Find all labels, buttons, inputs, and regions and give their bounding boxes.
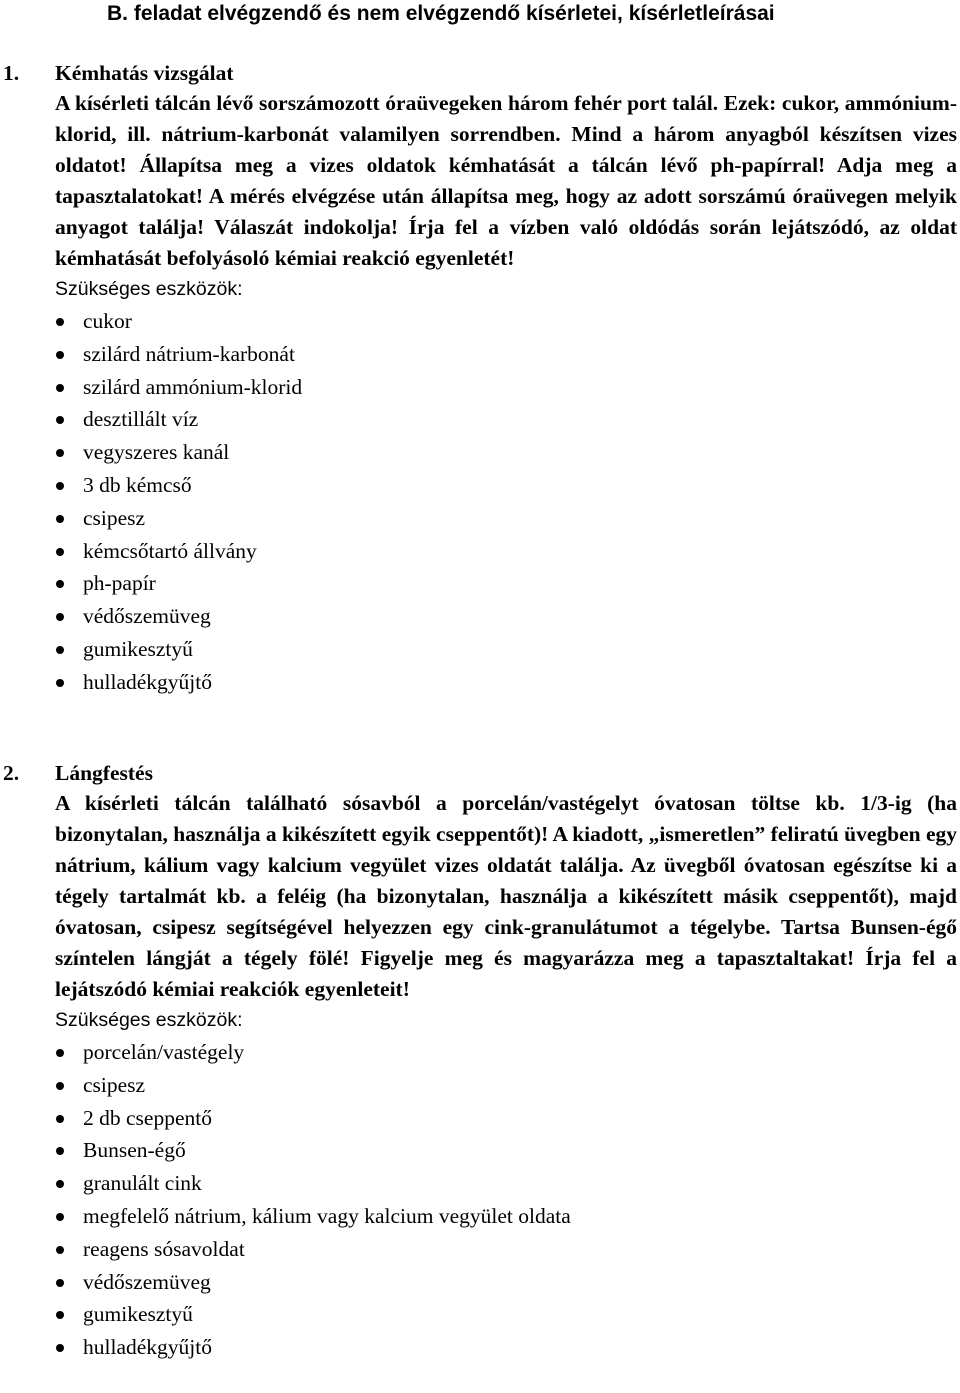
- list-item: porcelán/vastégely: [0, 1036, 960, 1069]
- page-title: B. feladat elvégzendő és nem elvégzendő kísérletei, kísérletleírásai: [107, 2, 775, 25]
- list-item: 3 db kémcső: [0, 469, 960, 502]
- bullet-icon: [56, 384, 64, 392]
- section-heading: [0, 58, 960, 88]
- list-item: Bunsen-égő: [0, 1134, 960, 1167]
- list-item: csipesz: [0, 502, 960, 535]
- section-instructions: A kísérleti tálcán lévő sorszámozott óraüvegeken három fehér port talál. Ezek: cukor, ammónium-klorid, ill. nátrium-karbonát valamilyen sorrendben. Mind a három anyagból készítsen vizes oldatot! Állapítsa meg a vizes oldatok kémhatását a tálcán lévő ph-papírral! Adja meg a tapasztalatokat! A mérés elvégzése után állapítsa meg, hogy az adott sorszámú óraüvegen melyik anyagot találja! Válaszát indokolja! Írja fel a vízben való oldódás során lejátszódó, az oldat kémhatását befolyásoló kémiai reakció egyenletét!: [55, 91, 957, 270]
- bullet-icon: [56, 548, 64, 556]
- section-title: Lángfestés: [55, 761, 153, 785]
- section-instructions: A kísérleti tálcán található sósavból a porcelán/vastégelyt óvatosan töltse kb. 1/3-ig (ha bizonytalan, használja a kikészített egyik cseppentőt)! A kiadott, „ismeretlen” feliratú üvegben egy nátrium, kálium vagy kalcium vegyület vizes oldatát találja. Az üvegből óvatosan egészítse ki a tégely tartalmát kb. a feléig (ha bizonytalan, használja a kikészített másik cseppentőt), majd óvatosan, csipesz segítségével helyezzen egy cink-granulátumot a tégelybe. Tartsa Bunsen-égő színtelen lángját a tégely fölé! Figyelje meg és magyarázza meg a tapasztaltakat! Írja fel a lejátszódó kémiai reakciók egyenleteit!: [55, 791, 957, 1001]
- list-item: kémcsőtartó állvány: [0, 535, 960, 568]
- bullet-icon: [56, 1115, 64, 1123]
- section-heading: [0, 758, 960, 788]
- list-item: reagens sósavoldat: [0, 1233, 960, 1266]
- list-item: megfelelő nátrium, kálium vagy kalcium vegyület oldata: [0, 1200, 960, 1233]
- list-item: védőszemüveg: [0, 600, 960, 633]
- bullet-icon: [56, 449, 64, 457]
- list-item: desztillált víz: [0, 403, 960, 436]
- list-item: gumikesztyű: [0, 1298, 960, 1331]
- tools-list: [0, 305, 960, 699]
- bullet-icon: [56, 1344, 64, 1352]
- bullet-icon: [56, 1147, 64, 1155]
- bullet-icon: [56, 351, 64, 359]
- list-item: vegyszeres kanál: [0, 436, 960, 469]
- section-langfestes: [0, 758, 960, 1364]
- tools-label: Szükséges eszközök:: [55, 1009, 243, 1031]
- bullet-icon: [56, 318, 64, 326]
- bullet-icon: [56, 1279, 64, 1287]
- bullet-icon: [56, 482, 64, 490]
- bullet-icon: [56, 515, 64, 523]
- bullet-icon: [56, 416, 64, 424]
- bullet-icon: [56, 613, 64, 621]
- list-item: 2 db cseppentő: [0, 1102, 960, 1135]
- list-item: védőszemüveg: [0, 1266, 960, 1299]
- bullet-icon: [56, 679, 64, 687]
- section-kemhatas: [0, 58, 960, 699]
- bullet-icon: [56, 646, 64, 654]
- list-item: csipesz: [0, 1069, 960, 1102]
- list-item: hulladékgyűjtő: [0, 1331, 960, 1364]
- tools-label: Szükséges eszközök:: [55, 278, 243, 300]
- list-item: ph-papír: [0, 567, 960, 600]
- bullet-icon: [56, 1311, 64, 1319]
- bullet-icon: [56, 1213, 64, 1221]
- list-item: szilárd ammónium-klorid: [0, 371, 960, 404]
- list-item: granulált cink: [0, 1167, 960, 1200]
- list-item: szilárd nátrium-karbonát: [0, 338, 960, 371]
- list-item: gumikesztyű: [0, 633, 960, 666]
- bullet-icon: [56, 1246, 64, 1254]
- section-number: 1.: [3, 61, 20, 85]
- list-item: hulladékgyűjtő: [0, 666, 960, 699]
- bullet-icon: [56, 1082, 64, 1090]
- tools-list: [0, 1036, 960, 1364]
- bullet-icon: [56, 1049, 64, 1057]
- list-item: cukor: [0, 305, 960, 338]
- bullet-icon: [56, 580, 64, 588]
- bullet-icon: [56, 1180, 64, 1188]
- section-title: Kémhatás vizsgálat: [55, 61, 234, 85]
- section-number: 2.: [3, 761, 20, 785]
